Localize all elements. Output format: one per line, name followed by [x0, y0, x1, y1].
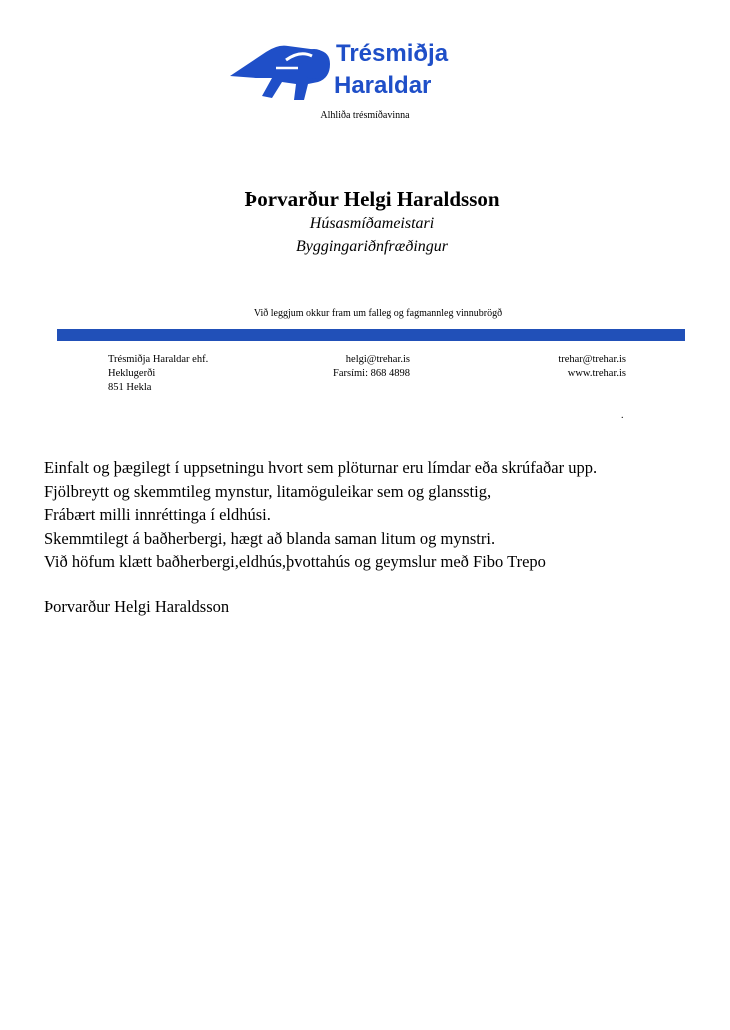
letterhead-title-2: Byggingariðnfræðingur: [295, 238, 448, 255]
company-logo: [226, 38, 496, 106]
body-line: Einfalt og þægilegt í uppsetningu hvort sem plöturnar eru límdar eða skrúfaðar upp.: [44, 458, 598, 477]
body-line: Skemmtilegt á baðherbergi, hægt að blanda saman litum og mynstri.: [44, 528, 496, 548]
company-name: Trésmiðja Haraldar ehf.: [108, 354, 209, 365]
letterhead-motto: Við leggjum okkur fram um falleg og fagmannleg vinnubrögð: [253, 308, 503, 319]
worker-hammer-logo-icon: [226, 38, 336, 108]
letter-signature: Þorvarður Helgi Haraldsson: [44, 597, 230, 616]
contact-company: [484, 353, 626, 381]
letter-body: [44, 456, 597, 574]
letterhead-title-1: Húsasmíðameistari: [309, 215, 435, 232]
stray-dot: .: [621, 410, 624, 421]
body-line: Fjölbreytt og skemmtileg mynstur, litamöguleikar sem og glansstig,: [44, 481, 492, 501]
logo-text-line2: Haraldar: [334, 72, 432, 99]
contact-address: [108, 353, 208, 395]
postal-address: 851 Hekla: [108, 382, 152, 393]
body-line: Við höfum klætt baðherbergi,eldhús,þvottahús og geymslur með Fibo Trepo: [44, 552, 546, 572]
logo-tagline: Alhliða trésmíðavinna: [320, 110, 410, 121]
company-website: www.trehar.is: [567, 368, 626, 379]
street-address: Heklugerði: [108, 368, 156, 379]
personal-email: helgi@trehar.is: [345, 354, 410, 365]
body-line: Frábært milli innréttinga í eldhúsi.: [44, 505, 271, 525]
company-email: trehar@trehar.is: [558, 354, 626, 365]
header-divider-bar: [57, 329, 685, 341]
mobile-phone: Farsími: 868 4898: [332, 368, 410, 379]
letterhead-name: Þorvarður Helgi Haraldsson: [244, 187, 500, 211]
contact-personal: [308, 353, 410, 381]
logo-text-line1: Trésmiðja: [336, 40, 449, 67]
